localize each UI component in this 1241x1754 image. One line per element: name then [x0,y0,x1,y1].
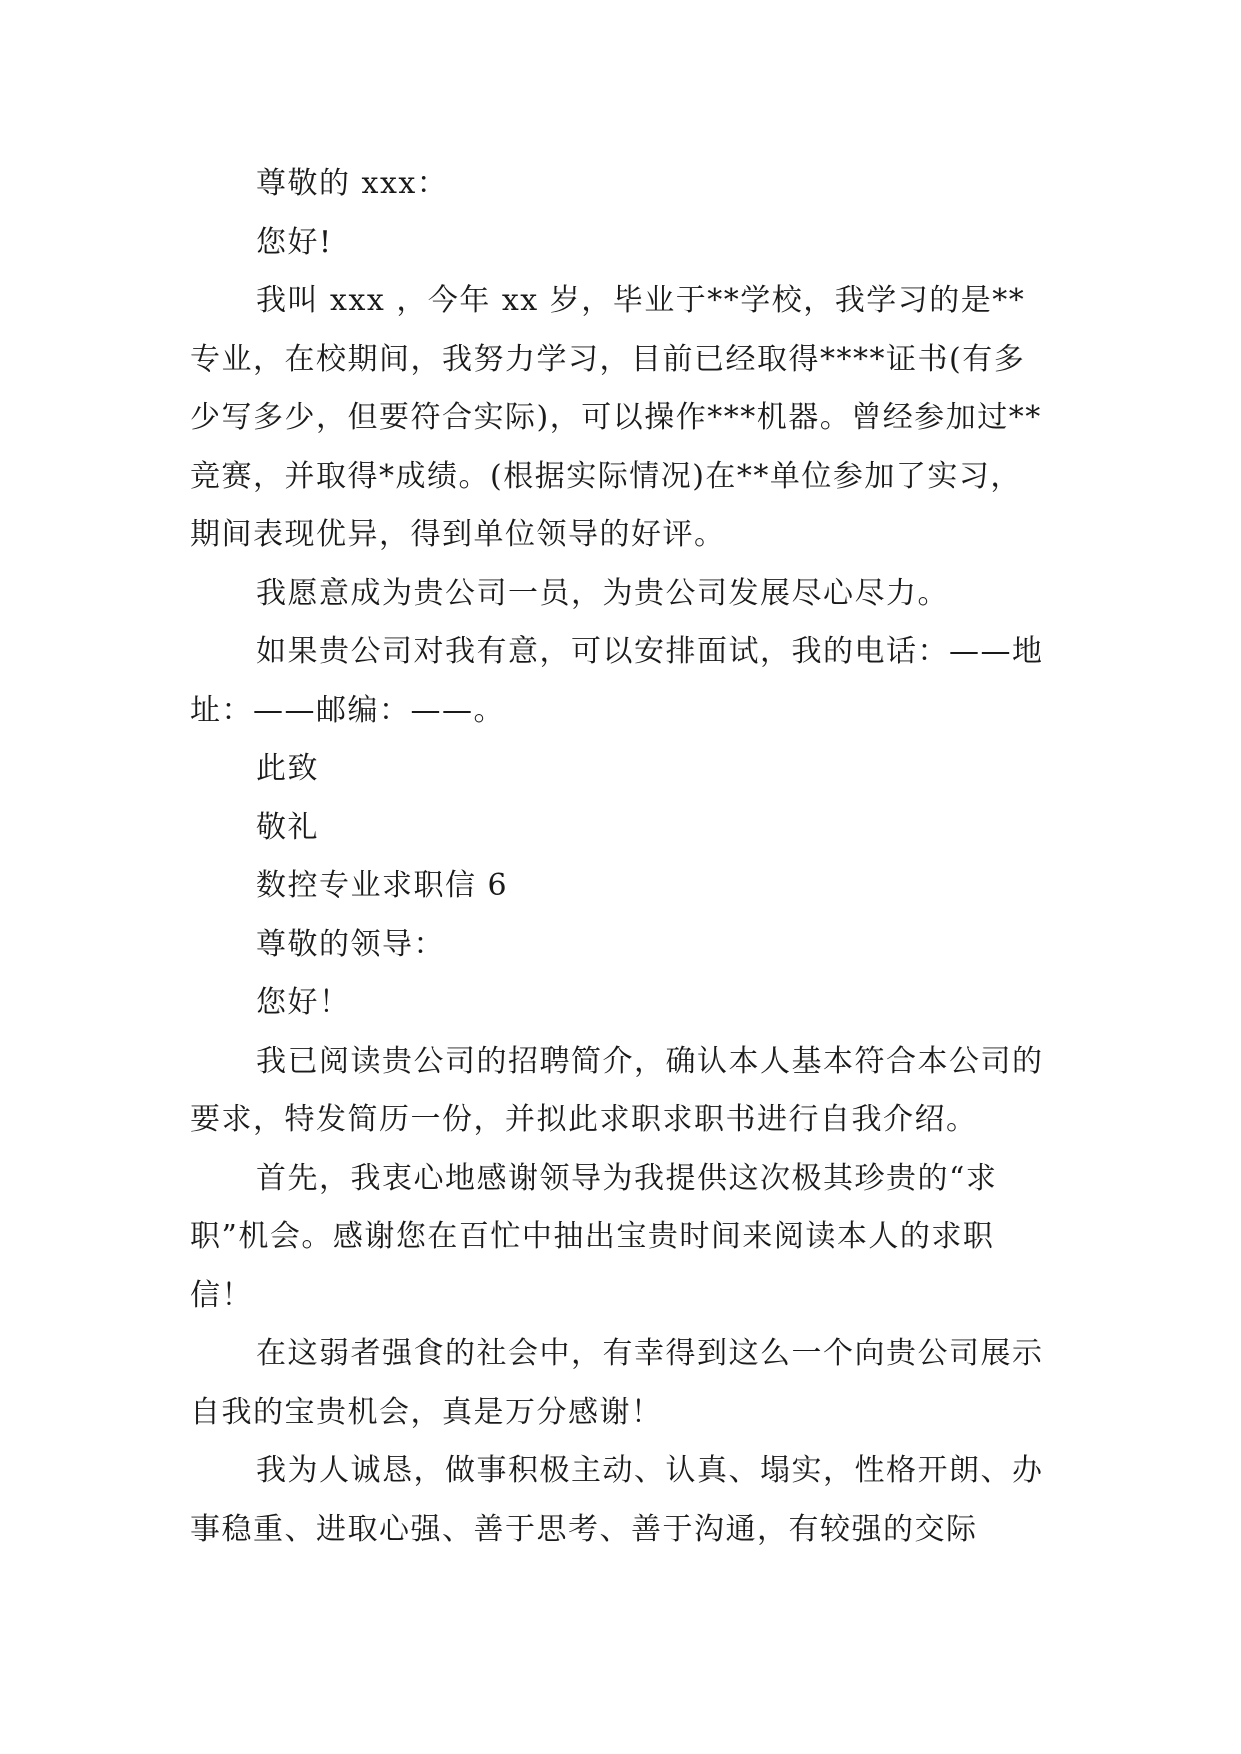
letter-title-6: 数控专业求职信 6 [256,868,509,903]
body-paragraph-opportunity: 在这弱者强食的社会中，有幸得到这么一个向贵公司展示自我的宝贵机会，真是万分感谢！ [190,1336,1044,1430]
body-paragraph-read: 我已阅读贵公司的招聘简介，确认本人基本符合本公司的要求，特发简历一份，并拟此求职求职书进行自我介绍。 [190,1043,1044,1137]
closing-cizhi: 此致 [256,751,319,786]
greeting-1: 您好! [256,224,333,260]
body-paragraph-personality: 我为人诚恳，做事积极主动、认真、塌实，性格开朗、办事稳重、进取心强、善于思考、善于沟通，有较强的交际 [190,1453,1044,1547]
body-paragraph-intro: 我叫 xxx ，今年 xx 岁，毕业于**学校，我学习的是**专业，在校期间，我努力学习，目前已经取得****证书(有多少写多少，但要符合实际)，可以操作***机器。曾经参加过**竞赛，并取得*成绩。(根据实际情况)在**单位参加了实习，期间表现优异，得到单位领导的好评。 [190,283,1042,552]
body-paragraph-thanks: 首先，我衷心地感谢领导为我提供这次极其珍贵的“求职”机会。感谢您在百忙中抽出宝贵时间来阅读本人的求职信！ [190,1160,998,1313]
salutation-2: 尊敬的领导： [256,926,445,962]
body-paragraph-wish: 我愿意成为贵公司一员，为贵公司发展尽心尽力。 [256,575,949,611]
closing-jingli: 敬礼 [256,809,319,845]
body-paragraph-contact: 如果贵公司对我有意，可以安排面试，我的电话：——地址：——邮编：——。 [190,634,1044,728]
greeting-2: 您好！ [256,985,351,1020]
salutation-1: 尊敬的 xxx： [256,166,449,201]
letter-body [190,155,1050,1559]
